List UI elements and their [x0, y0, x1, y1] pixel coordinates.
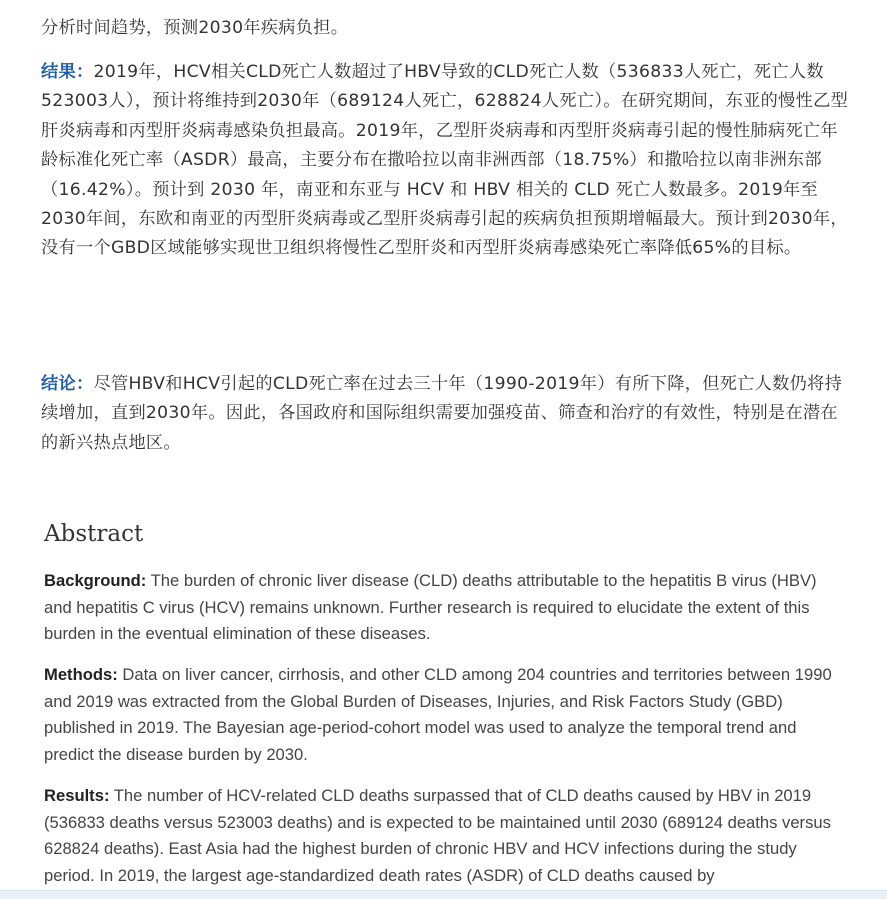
zh-results-text: 2019年，HCV相关CLD死亡人数超过了HBV导致的CLD死亡人数（536833人死亡，死亡人数523003人），预计将维持到2030年（689124人死亡，628824人死亡）。在研究期间，东亚的慢性乙型肝炎病毒和丙型肝炎病毒感染负担最高。2019年，乙型肝炎病毒和丙型肝炎病毒引起的慢性肺病死亡年龄标准化死亡率（ASDR）最高，主要分布在撒哈拉以南非洲西部（18.75%）和撒哈拉以南非洲东部（16.42%）。预计到 2030 年，南亚和东亚与 HCV 和 HBV 相关的 CLD 死亡人数最多。2019年至2030年间，东欧和南亚的丙型肝炎病毒或乙型肝炎病毒引起的疾病负担预期增幅最大。预计到2030年，没有一个GBD区域能够实现世卫组织将慢性乙型肝炎和丙型肝炎病毒感染死亡率降低65%的目标。	[41, 62, 849, 259]
zh-conclusion-text: 尽管HBV和HCV引起的CLD死亡率在过去三十年（1990-2019年）有所下降，但死亡人数仍将持续增加，直到2030年。因此，各国政府和国际组织需要加强疫苗、筛查和治疗的有效性，特别是在潜在的新兴热点地区。	[41, 374, 843, 453]
abstract-heading: Abstract	[44, 521, 144, 547]
methods-text: Data on liver cancer, cirrhosis, and other CLD among 204 countries and territories between 1990 and 2019 was extracted from the Global Burden of Diseases, Injuries, and Risk Factors Study (GBD) published in 2019. The Bayesian age-period-cohort model was used to analyze the temporal trend and predict the disease burden by 2030.	[44, 665, 832, 764]
zh-conclusion-label: 结论：	[41, 374, 94, 394]
abstract-results-paragraph	[44, 783, 844, 889]
zh-methods-tail	[41, 14, 849, 43]
results-text: The number of HCV-related CLD deaths surpassed that of CLD deaths caused by HBV in 2019 (536833 deaths versus 523003 deaths) and is expected to be maintained until 2030 (689124 deaths versus 628824 deaths). East Asia had the highest burden of chronic HBV and HCV infections during the study period. In 2019, the largest age-standardized death rates (ASDR) of CLD deaths caused by	[44, 786, 831, 885]
background-label: Background:	[44, 571, 147, 590]
zh-results-paragraph	[41, 58, 849, 264]
results-label: Results:	[44, 786, 110, 805]
zh-methods-tail-text: 分析时间趋势，预测2030年疾病负担。	[41, 18, 349, 38]
zh-conclusion-paragraph	[41, 370, 849, 458]
methods-label: Methods:	[44, 665, 118, 684]
abstract-background-paragraph	[44, 568, 844, 648]
abstract-methods-paragraph	[44, 662, 844, 768]
zh-results-label: 结果：	[41, 62, 94, 82]
background-text: The burden of chronic liver disease (CLD) deaths attributable to the hepatitis B virus (HBV) and hepatitis C virus (HCV) remains unknown. Further research is required to elucidate the extent of this burden in the eventual elimination of these diseases.	[44, 571, 817, 644]
